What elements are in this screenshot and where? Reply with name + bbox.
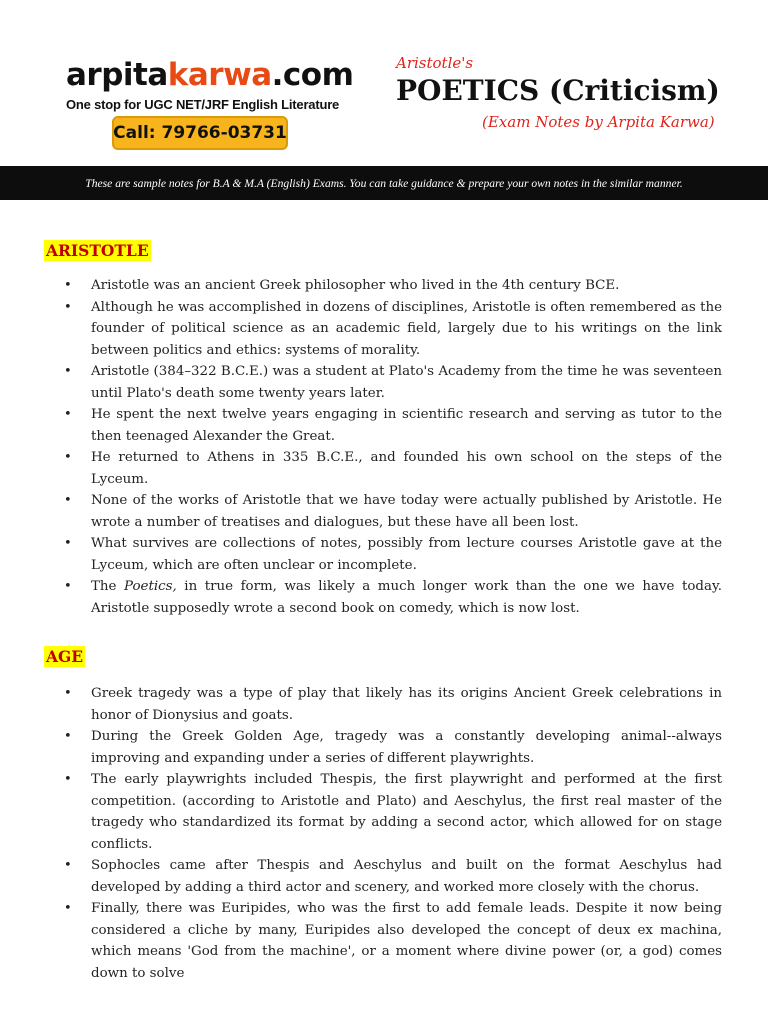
list-item: • The early playwrights included Thespis, the first playwright and performed at the first competition. (according to Aristotle and Plato) and Aeschylus, the first real master of the tragedy who standardized its format by adding a second actor, which allowed for on stage conflicts. bbox=[64, 769, 722, 855]
aristotle-list bbox=[64, 275, 722, 619]
page-title: POETICS (Criticism) bbox=[396, 74, 720, 107]
logo-part-com: .com bbox=[271, 57, 354, 93]
list-item: • Aristotle was an ancient Greek philosopher who lived in the 4th century BCE. bbox=[64, 275, 722, 297]
age-list bbox=[64, 683, 722, 984]
title-block bbox=[396, 54, 756, 131]
logo-part-arpita: arpita bbox=[66, 57, 168, 93]
list-item: • He spent the next twelve years engaging in scientific research and serving as tutor to the then teenaged Alexander the Great. bbox=[64, 404, 722, 447]
item-text-post: in true form, was likely a much longer work than the one we have today. Aristotle supposedly wrote a second book on comedy, which is now lost. bbox=[91, 579, 722, 616]
list-item: • Although he was accomplished in dozens of disciplines, Aristotle is often remembered as the founder of political science as an academic field, largely due to his writings on the link between politics and ethics: systems of morality. bbox=[64, 297, 722, 362]
list-item: • None of the works of Aristotle that we have today were actually published by Aristotle. He wrote a number of treatises and dialogues, but these have all been lost. bbox=[64, 490, 722, 533]
item-text-pre: The bbox=[91, 579, 125, 594]
list-item: • Finally, there was Euripides, who was the first to add female leads. Despite it now being considered a cliche by many, Euripides also developed the concept of deux ex machina, which means 'God from the machine', or a moment where divine power (or, a god) comes down to solve bbox=[64, 898, 722, 984]
list-item: • He returned to Athens in 335 B.C.E., and founded his own school on the steps of the Lyceum. bbox=[64, 447, 722, 490]
title-notes: (Exam Notes by Arpita Karwa) bbox=[482, 113, 715, 131]
section-heading-age: AGE bbox=[46, 647, 84, 666]
title-small: Aristotle's bbox=[396, 54, 474, 72]
list-item: • Sophocles came after Thespis and Aeschylus and built on the format Aeschylus had developed by adding a third actor and scenery, and worked more closely with the chorus. bbox=[64, 855, 722, 898]
site-logo bbox=[66, 57, 354, 112]
section-heading-aristotle: ARISTOTLE bbox=[46, 241, 149, 260]
logo-wordmark bbox=[66, 57, 354, 93]
list-item: • Greek tragedy was a type of play that likely has its origins Ancient Greek celebrations in honor of Dionysius and goats. bbox=[64, 683, 722, 726]
list-item bbox=[64, 576, 722, 619]
logo-part-karwa: karwa bbox=[167, 57, 272, 93]
list-item: • What survives are collections of notes, possibly from lecture courses Aristotle gave at the Lyceum, which are often unclear or incomplete. bbox=[64, 533, 722, 576]
info-banner: These are sample notes for B.A & M.A (English) Exams. You can take guidance & prepare your own notes in the similar manner. bbox=[0, 166, 768, 200]
logo-tagline: One stop for UGC NET/JRF English Literature bbox=[66, 97, 340, 112]
call-button[interactable]: Call: 79766-03731 bbox=[112, 116, 288, 150]
item-text-poetics: Poetics, bbox=[124, 579, 177, 594]
list-item: • During the Greek Golden Age, tragedy was a constantly developing animal--always improving and expanding under a series of different playwrights. bbox=[64, 726, 722, 769]
list-item: • Aristotle (384–322 B.C.E.) was a student at Plato's Academy from the time he was seventeen until Plato's death some twenty years later. bbox=[64, 361, 722, 404]
